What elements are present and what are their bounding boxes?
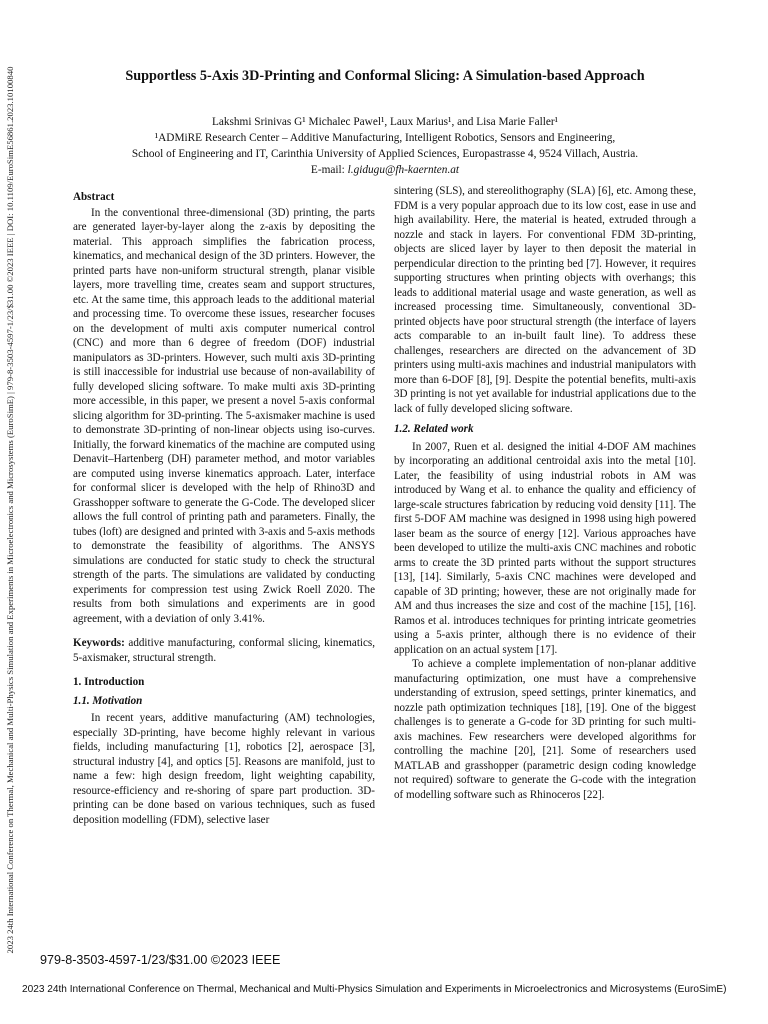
section-1-heading: 1. Introduction [73,676,145,688]
right-para-1: sintering (SLS), and stereolithography (SLA) [6], etc. Among these, FDM is a very popular approach due to its low cost, ease in use and high availability. Here, the material is heated, extruded through a nozzle and stack in layers. For conventional FDM 3D-printing, objects are sliced layer by layer to then deposit the material in perpendicular direction to the printing bed [7]. However, it requires supporting structures when printing objects with overhangs; this leads to additional material usage and waste generation, as well as increased processing time. Simultaneously, conventional 3D-printed objects have poor structural strength (the interface of layers acts comparable to an in-built fault line). To address these challenges, researchers are directed on the advancement of 3D printers using multi-axis machines and industrial manipulators with more than 6-DOF [8], [9]. Despite the potential benefits, multi-axis 3D printing is not yet available for industrial applications due to the lack of fully developed slicing software. [394,185,696,415]
email-address[interactable]: l.gidugu@fh-kaernten.at [347,164,460,176]
copyright-footer: 979-8-3503-4597-1/23/$31.00 ©2023 IEEE [40,953,281,967]
keywords-text: additive manufacturing, conformal slicing, kinematics, 5-axismaker, structural strength. [73,637,375,664]
side-metadata-text: 2023 24th International Conference on Thermal, Mechanical and Multi-Physics Simulation and Experiments in Microelectronics and Microsystems (EuroSimE) | 979-8-3503-4597-1/23/$31.00 ©2023 IEEE | DOI: 10.1109/EuroSimE56861.2023.10100840 [5,66,15,954]
right-column [394,184,696,802]
motivation-text: In recent years, additive manufacturing (AM) technologies, especially 3D-printing, have become highly relevant in various fields, including manufacturing [1], robotics [2], aerospace [3], structural industry [4], and optics [5]. Reasons are manifold, just to name a few: high design freedom, light weighting capability, resource-efficiency and re-shoring of spare part production. 3D-printing can be done based on various techniques, such as fused deposition modelling (FDM), selective laser [73,712,375,826]
keywords-paragraph [73,636,375,665]
paper-title: Supportless 5-Axis 3D-Printing and Conformal Slicing: A Simulation-based Approach [125,68,645,84]
subsection-1-1-heading: 1.1. Motivation [73,694,143,707]
abstract-heading: Abstract [73,191,115,203]
author-names: Lakshmi Srinivas G¹ Michalec Pawel¹, Laux Marius¹, and Lisa Marie Faller¹ [211,116,559,128]
abstract-text: In the conventional three-dimensional (3D) printing, the parts are generated layer-by-layer along the z-axis by depositing the material. This approach simplifies the fabrication process, kinematics, and mechanical design of the 3D printers. However, the printed parts have non-uniform structural strength, planar visible layers, more travelling time, creates seam and support structures, etc. At the same time, this approach leads to the additional material and processing time. To overcome these issues, researcher focuses on the development of multi axis computer numerical control (CNC) and more than 6 degree of freedom (DOF) industrial manipulators as 3D-printers. However, such multi axis 3D-printing is still inaccessible for industrial use because of non-availability of fully developed slicing software. To make multi axis 3D-printing more accessible, in this paper, we present a novel 5-axis conformal slicing algorithm for 3D-printing. The 5-axismaker machine is used to demonstrate 3D-printing of non-linear objects using iso-curves. Initially, the forward kinematics of the machine are computed using Denavit–Hartenberg (DH) parameter method, and motor variables are computed using inverse kinematics approach. Later, interface for conformal slicer is developed with the help of Rhino3D and Grasshopper software to generate the G-Code. The developed slicer allows the full control of printing path and parameters. Finally, the tubes (loft) are designed and printed with 3-axis and 5-axis methods to demonstrate the feasibility of algorithms. The ANSYS simulations are conducted for static study to check the structural strength of the parts. The simulations are validated by conducting experiments for compression test using Zwick Roell Z020. The results from both simulations and experiments are in good agreement, with a deviation of only 3.41%. [73,206,375,625]
related-work-para-1: In 2007, Ruen et al. designed the initial 4-DOF AM machines by incorporating an additional centroidal axis into the metal [10]. Later, the feasibility of using industrial robots in AM was introduced by Wang et al. to enhance the quality and efficiency of large-scale structures fabrication by reducing void density [11]. The first 5-DOF AM machine was designed in 1998 using high powered laser beam as the source of energy [12]. Various approaches have been developed to utilize the multi-axis CNC machines and robotic arms to create the 3D printed parts without the support structures [13], [14]. Similarly, 5-axis CNC machines were developed and capable of 3D printing; however, these are not originally made for AM and thus increases the size and cost of the machine [15], [16]. Ramos et al. introduces techniques for printing intricate geometries using a 5-axis printer, although there is no evidence of their application on an actual system [17]. [394,440,696,656]
keywords-label: Keywords: [73,637,125,649]
related-work-para-2: To achieve a complete implementation of non-planar additive manufacturing optimization, one must have a comprehensive understanding of extrusion, speed settings, printer kinematics, and nozzle path optimization techniques [18], [19]. One of the biggest challenges is to generate a G-code for 3D printing for such multi-axis machines. Few researchers were developed algorithms for controlling the machine [20], [21]. Some of researchers used MATLAB and grasshopper (parametric design coding knowledge not required) software to generate the G-code with the integration of modelling software such as Rhinoceros [22]. [394,658,696,801]
email-label: E-mail: [310,164,348,176]
affiliation-line-2: School of Engineering and IT, Carinthia University of Applied Sciences, Europastrasse 4, 9524 Villach, Austria. [131,148,639,160]
side-metadata-strip [2,10,18,1010]
left-column [73,190,375,827]
author-block [60,114,710,178]
affiliation-line-1: ¹ADMiRE Research Center – Additive Manufacturing, Intelligent Robotics, Sensors and Engineering, [154,132,616,144]
conference-footer: 2023 24th International Conference on Thermal, Mechanical and Multi-Physics Simulation and Experiments in Microelectronics and Microsystems (EuroSimE) [22,984,727,995]
subsection-1-2-heading: 1.2. Related work [394,423,474,435]
email-line [60,162,710,178]
